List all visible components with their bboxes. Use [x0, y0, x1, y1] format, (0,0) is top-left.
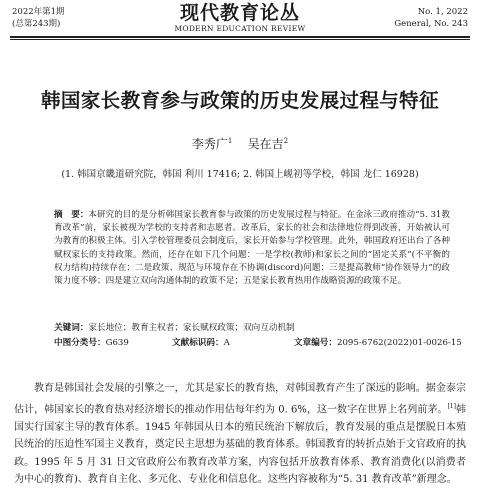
- clc-value: G639: [105, 338, 129, 348]
- journal-name-en: MODERN EDUCATION REVIEW: [174, 24, 306, 33]
- citation-reference: [1]: [447, 402, 456, 410]
- total-issue-number: (总第243期): [12, 19, 61, 29]
- affiliations: (1. 韩国京畿道研究院，韩国 利川 17416; 2. 韩国上岘初等学校，韩国 龙仁 16928): [61, 169, 419, 180]
- author-line: [0, 135, 480, 152]
- article-id-label: 文章编号：: [294, 338, 337, 348]
- article-id-value: 2095-6762(2022)01-0026-15: [336, 338, 462, 348]
- body-paragraph: [14, 380, 466, 489]
- general-number-en: General, No. 243: [394, 19, 468, 29]
- document-code-label: 文献标识码：: [172, 338, 224, 348]
- abstract-label: 摘 要：: [54, 210, 89, 220]
- keywords-text: 家长地位；教育主权者；家长赋权政策；双向互动机制: [88, 323, 295, 333]
- author-affiliation-mark: 2: [283, 137, 289, 145]
- author-name: 李秀广: [191, 137, 228, 151]
- clc-label: 中图分类号：: [54, 338, 106, 348]
- abstract-text: 本研究的目的是分析韩国家长教育参与政策的历史发展过程与特征。在金泳三政府推动“5. 31教育改革”前，家长被视为学校的支持者和志愿者。改革后，家长的社会和法律地位得到改善，开始被认可为教育的积极主体。引入学校管理委员会制度后，家长开始参与学校管理。此外，韩国政府还出台了各种赋权家长的支持政策。然而，还存在如下几个问题：一是学校(教师)和家长之间的“固定关系”(不平衡的权力结构)持续存在；二是政策、规范与环境存在不协调(discord)问题；三是提高教师“协作领导力”的政策力度不够；四是建立双向沟通体制的政策不足；五是家长教育热用作战略资源的政策不足。: [54, 210, 450, 287]
- body-text-part2: 韩国实行国家主导的教育体系。1945 年韩国从日本的殖民统治下解放后，教育发展的重点是摆脱日本殖民统治的压迫性军国主义教育，奠定民主思想为基础的教育体系。韩国教育的转折点始于文官政府的执政。1995 年 5 月 31 日文官政府公布教育改革方案，内容包括开放教育体系、教育消费化(以消费者为中心的教育)、教育自主化、多元化、专业化和信息化。这些内容被称为“5. 31 教育改革”新理念。: [14, 403, 467, 486]
- abstract: [54, 209, 450, 288]
- clc-number: [54, 337, 129, 350]
- document-code: [172, 337, 230, 350]
- author-affiliation-mark: 1: [227, 137, 233, 145]
- article-id: [294, 337, 462, 350]
- keywords-label: 关键词：: [54, 323, 89, 333]
- author-name: 吴在吉: [247, 137, 284, 151]
- document-code-value: A: [223, 338, 230, 348]
- issue-info-right: [394, 6, 468, 30]
- header-rule-thin: [10, 39, 470, 40]
- keywords: [54, 322, 450, 335]
- article-title: 韩国家长教育参与政策的历史发展过程与特征: [40, 89, 439, 112]
- issue-number-en: No. 1, 2022: [417, 7, 468, 17]
- body-text-part1: 教育是韩国社会发展的引擎之一，尤其是家长的教育热，对韩国教育产生了深远的影响。据金泰宗估计，韩国家长的教育热对经济增长的推动作用估每年约为 0. 6%，这一数字在世界上名列前茅。: [14, 383, 466, 415]
- header-rule-thick: [10, 36, 470, 38]
- journal-logo: 现代教育论丛: [179, 2, 300, 24]
- issue-number: 2022年第1期: [12, 7, 65, 17]
